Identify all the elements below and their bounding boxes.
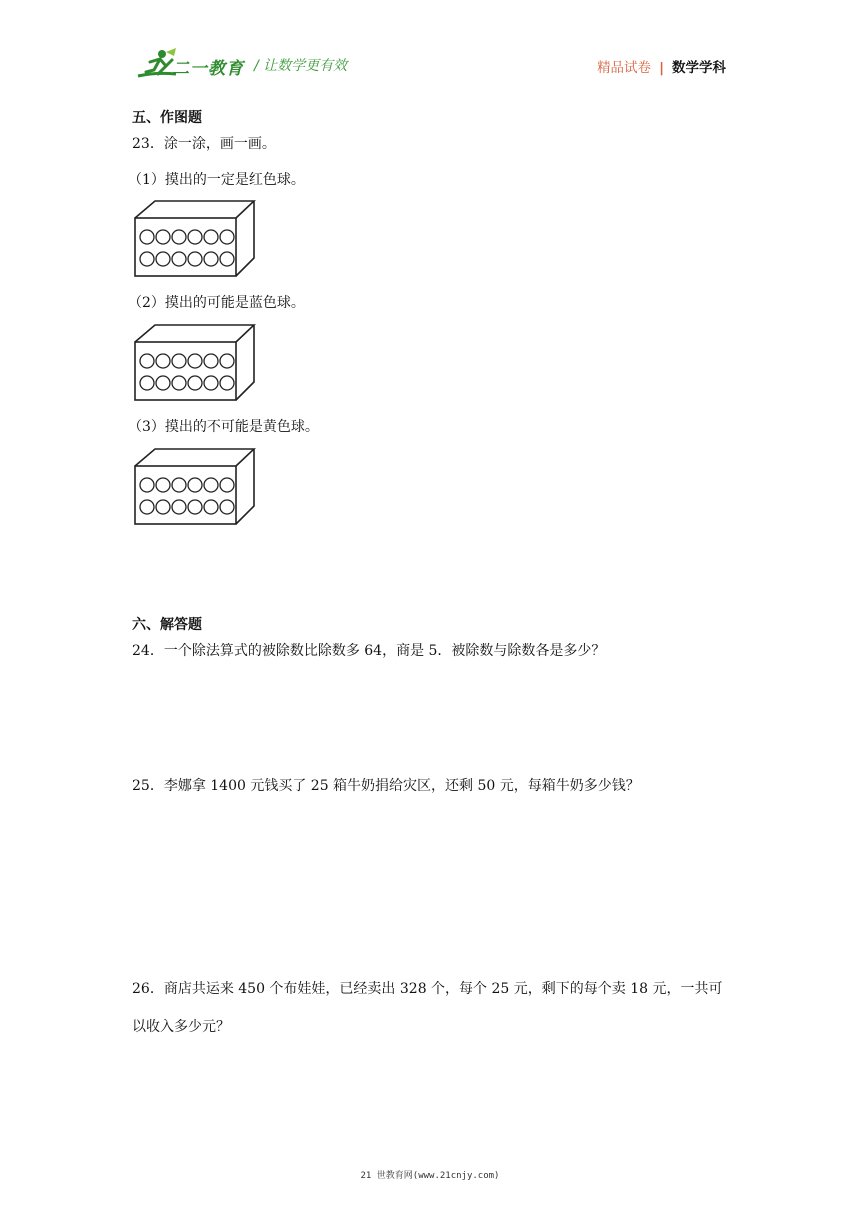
section-title-drawing: 五、作图题 — [132, 110, 202, 126]
ball-box-1 — [132, 198, 257, 280]
header-subject: 数学学科 — [672, 60, 726, 76]
subquestion-2: （2）摸出的可能是蓝色球。 — [128, 295, 305, 311]
header-tag: 精品试卷 — [597, 60, 652, 76]
ball-box-2 — [132, 322, 257, 404]
brand-name: 二一教育 — [172, 59, 244, 79]
subquestion-3: （3）摸出的不可能是黄色球。 — [128, 419, 319, 435]
question-23: 23．涂一涂，画一画。 — [132, 136, 276, 152]
question-24: 24．一个除法算式的被除数比除数多 64，商是 5．被除数与除数各是多少？ — [132, 643, 606, 659]
header-separator: | — [659, 60, 664, 76]
question-26-line-2: 以收入多少元？ — [132, 1019, 230, 1035]
subquestion-1: （1）摸出的一定是红色球。 — [128, 172, 305, 188]
question-26-line-1: 26．商店共运来 450 个布娃娃，已经卖出 328 个，每个 25 元，剩下的每个卖 18 元，一共可 — [132, 981, 723, 997]
brand-slogan: / 让数学更有效 — [254, 58, 348, 74]
ball-box-3 — [132, 446, 257, 528]
section-title-solve: 六、解答题 — [132, 617, 202, 633]
header-right — [597, 56, 726, 76]
question-25: 25．李娜拿 1400 元钱买了 25 箱牛奶捐给灾区，还剩 50 元，每箱牛奶多少钱？ — [132, 778, 640, 794]
page-footer: 21 世教育网(www.21cnjy.com) — [360, 1171, 500, 1181]
